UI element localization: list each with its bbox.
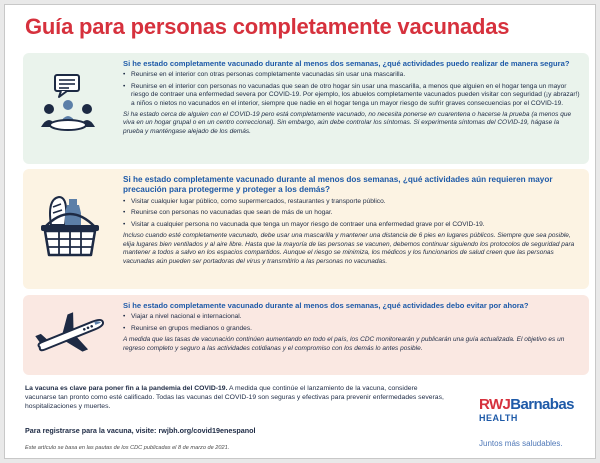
list-item: • Reunirse en el interior con personas no vacunadas que sean de otro hogar sin usar una mascarilla, a menos que alguien en el hogar tenga un mayor riesgo de contraer una enfermedad severa por COVID-19. Por ejemplo, los abuelos completamente vacunados pueden visitar con seguridad (¡y abrazar!) a niños o nietos no vacunados en el interior, siempre que nadie en el hogar tenga un mayor riesgo de sufrir graves consecuencias por el COVID-19. xyxy=(123,83,581,108)
airplane-icon-wrap xyxy=(23,295,123,375)
basket-icon-wrap xyxy=(23,169,123,289)
section-1-content xyxy=(123,59,581,136)
section-2-bullets xyxy=(123,198,581,229)
registration-line xyxy=(25,426,256,435)
list-item: • Viajar a nivel nacional e internacional. xyxy=(123,313,581,321)
guide-page xyxy=(4,4,596,459)
list-item: • Visitar cualquier lugar público, como supermercados, restaurantes y transporte público. xyxy=(123,198,581,206)
list-item: • Reunirse en grupos medianos o grandes. xyxy=(123,325,581,333)
section-3-bullets xyxy=(123,313,581,333)
list-item: • Reunirse en el interior con otras personas completamente vacunadas sin usar una mascarilla. xyxy=(123,71,581,79)
logo-barnabas: Barnabas xyxy=(510,396,574,413)
airplane-icon xyxy=(33,309,107,359)
vaccine-info-lead: La vacuna es clave para poner fin a la pandemia del COVID-19. xyxy=(25,385,228,392)
section-1-question: Si he estado completamente vacunado durante al menos dos semanas, ¿qué actividades puedo realizar de manera segura? xyxy=(123,59,570,68)
section-avoid-activities xyxy=(23,295,589,375)
logo-rwj: RWJ xyxy=(479,396,511,413)
section-caution-activities xyxy=(23,169,589,289)
section-2-content xyxy=(123,175,581,266)
section-2-question: Si he estado completamente vacunado durante al menos dos semanas, ¿qué actividades aún requieren mayor precaución para protegerme y proteger a los demás? xyxy=(123,175,553,194)
rwjbarnabas-logo xyxy=(479,397,589,423)
brand-tagline: Juntos más saludables. xyxy=(479,439,563,448)
section-1-note: Si ha estado cerca de alguien con el COVID-19 pero está completamente vacunado, no necesita ponerse en cuarentena o hacerse la prueba (a menos que viva en un hogar grupal o en un centro correccional). Sin embargo, aún debe controlar los síntomas. Si experimenta síntomas del COVID-19, hágase la prueba y manténgase alejado de los demás. xyxy=(123,111,572,135)
section-1-bullets xyxy=(123,71,581,108)
list-item: • Reunirse con personas no vacunadas que sean de más de un hogar. xyxy=(123,209,581,217)
section-3-question: Si he estado completamente vacunado durante al menos dos semanas, ¿qué actividades debo evitar por ahora? xyxy=(123,301,529,310)
logo-wordmark xyxy=(479,397,589,412)
meeting-icon-wrap xyxy=(23,53,123,164)
section-3-note: A medida que las tasas de vacunación continúen aumentando en todo el país, los CDC monitorearán y publicarán una guía actualizada. El objetivo es un regreso completo y seguro a las actividades cotidianas y el compromiso con los demás lo antes posible. xyxy=(123,336,565,352)
registration-link[interactable]: rwjbh.org/covid19enespanol xyxy=(158,426,256,435)
section-3-content xyxy=(123,301,581,353)
vaccine-info-text: A medida que continúe el lanzamiento de la vacuna, considere vacunarse tan pronto como esté calificado. Todas las vacunas del COVID-19 son seguras y efectivas para prevenir enfermedades severas, hospitalizaciones y muertes. xyxy=(25,385,444,411)
vaccine-info-paragraph xyxy=(25,384,445,411)
list-item: • Visitar a cualquier persona no vacunada que tenga un mayor riesgo de contraer una enfermedad grave por el COVID-19. xyxy=(123,221,581,229)
meeting-icon xyxy=(37,73,99,135)
section-safe-activities xyxy=(23,53,589,164)
page-title: Guía para personas completamente vacunadas xyxy=(25,14,510,39)
shopping-basket-icon xyxy=(37,191,103,261)
logo-health: HEALTH xyxy=(479,413,518,423)
registration-label: Para registrarse para la vacuna, visite: xyxy=(25,426,159,435)
source-note: Este artículo se basa en las pautas de los CDC publicadas el 8 de marzo de 2021. xyxy=(25,445,230,451)
section-2-note: Incluso cuando esté completamente vacunado, debe usar una mascarilla y mantener una distancia de 6 pies en lugares públicos. Siempre que sea posible, elija lugares bien ventilados y al aire libre. Hasta que la mayoría de las personas se vacunen, debemos continuar siguiendo los protocolos de seguridad para mantener a todos a salvo en los espacios compartidos. Aunque el riesgo se minimiza, los médicos y los funcionarios de salud creen que las personas vacunadas aún pueden ser portadoras del virus y transmitirlo a las personas no vacunadas. xyxy=(123,232,575,265)
